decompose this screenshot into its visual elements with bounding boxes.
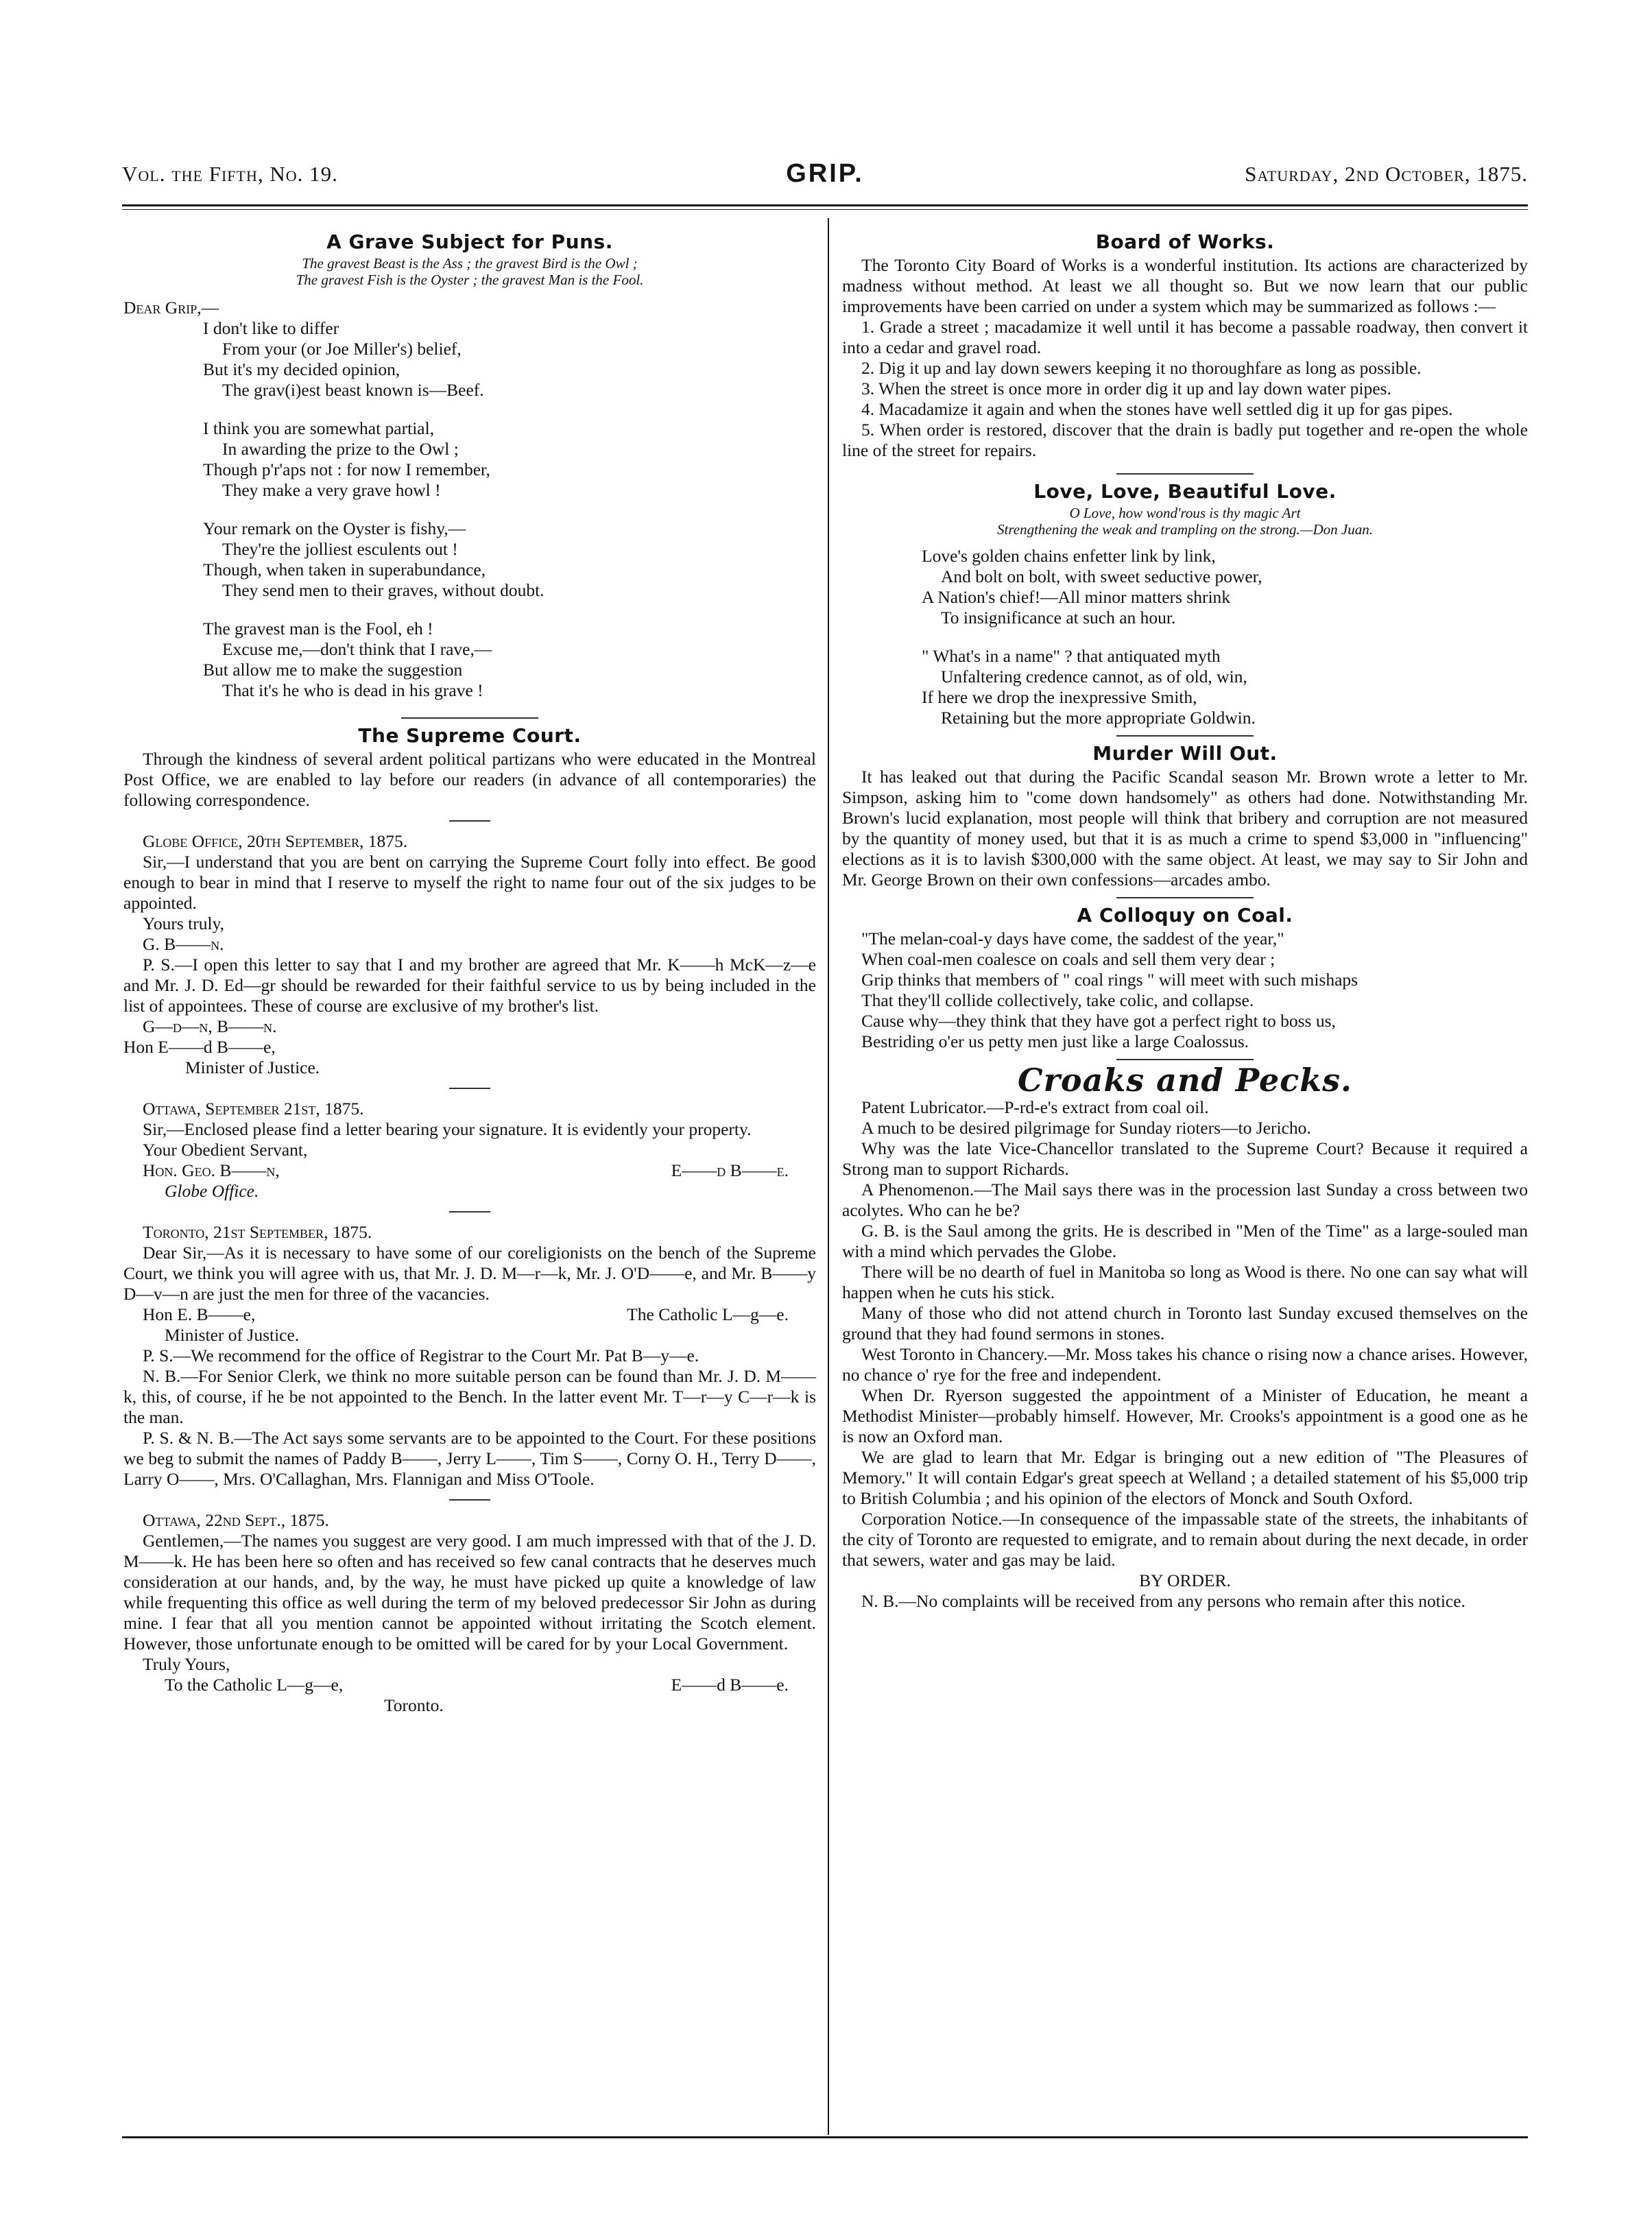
article-title: The Supreme Court. xyxy=(358,724,582,747)
letter-body: Gentlemen,—The names you suggest are very good. I am much impressed with that of the J. D. M——k. He has been here so often and has received so few canal contracts that he deserves much consideration at our hands, and, by the way, he must have picked up quite a knowledge of law while frequenting this office as well during the term of my beloved predecessor Sir John as during mine. I fear that all you mention cannot be appointed without irritating the Scotch element. However, those unfortunate enough to be omitted will be cared for by your Local Government. xyxy=(123,1531,816,1653)
letter-separator xyxy=(449,1088,490,1089)
letter-dateline: Toronto, 21st September, 1875. xyxy=(143,1222,372,1242)
footer-rule xyxy=(122,2136,1528,2138)
letter-addressee: Hon. Geo. B——n, xyxy=(143,1160,280,1180)
section-divider xyxy=(1116,1059,1254,1060)
notice-signature: BY ORDER. xyxy=(1139,1570,1231,1590)
intro-paragraph: Through the kindness of several ardent political partizans who were educated in the Montreal Post Office, we are enabled to lay before our readers (in advance of all contemporaries) the following correspondence. xyxy=(123,749,816,810)
poem-line: I think you are somewhat partial, xyxy=(203,418,435,438)
page-header xyxy=(122,159,1528,195)
poem-line: In awarding the prize to the Owl ; xyxy=(222,439,459,459)
body-paragraph: It has leaked out that during the Pacific Scandal season Mr. Brown wrote a letter to Mr. Simpson, asking him to "come down handsomely" as others had done. Notwithstanding Mr. Brown's lucid explanation, most people will think that bribery and corruption are not measured by the quantity of money used, but that it is as much a crime to spend $3,000 in "influencing" elections as it is to lavish $300,000 with the same object. At least, we may say to Sir John and Mr. George Brown on their own confessions—arcades ambo. xyxy=(842,767,1528,889)
paragraph: G. B. is the Saul among the grits. He is described in "Men of the Time" as a large-souled man with a mind which pervades the Globe. xyxy=(842,1221,1528,1261)
letter-body: Sir,—Enclosed please find a letter bearing your signature. It is evidently your property. xyxy=(143,1119,752,1139)
article-title: A Grave Subject for Puns. xyxy=(326,230,613,253)
salutation: Dear Grip,— xyxy=(123,298,219,318)
article-title: Croaks and Pecks. xyxy=(1018,1062,1352,1099)
letter-dateline: Globe Office, 20th September, 1875. xyxy=(143,831,408,851)
poem-line: From your (or Joe Miller's) belief, xyxy=(222,339,462,359)
letter-signature: E——d B——e. xyxy=(671,1160,789,1180)
epigraph-line: The gravest Fish is the Oyster ; the gravest Man is the Fool. xyxy=(296,272,644,288)
signature-row xyxy=(123,1160,816,1181)
paragraph: Corporation Notice.—In consequence of the impassable state of the streets, the inhabitants of the city of Toronto are requested to emigrate, and to remain about during the next decade, in order that sewers, water and gas may be laid. xyxy=(842,1509,1528,1570)
poem-line: " What's in a name" ? that antiquated myth xyxy=(922,646,1221,666)
article-murder xyxy=(842,743,1528,890)
letter-addressee: Hon E——d B——e, xyxy=(123,1037,276,1057)
poem-stanza xyxy=(842,546,1528,628)
article-love xyxy=(842,481,1528,728)
poem-line: Cause why—they think that they have got a perfect right to boss us, xyxy=(861,1011,1336,1031)
poem-line: I don't like to differ xyxy=(203,318,339,338)
article-title: Board of Works. xyxy=(1095,230,1275,253)
letter-body: Dear Sir,—As it is necessary to have some of our coreligionists on the bench of the Supreme Court, we think you will agree with us, that Mr. J. D. M—r—k, Mr. J. O'D——e, and Mr. B——y D—v—n are just the men for three of the vacancies. xyxy=(123,1243,816,1304)
poem-line: Retaining but the more appropriate Goldwin. xyxy=(941,708,1256,728)
paragraph: West Toronto in Chancery.—Mr. Moss takes his chance o rising now a chance arises. However, no chance o' rye for the free and independent. xyxy=(842,1344,1528,1385)
column-divider xyxy=(828,218,829,2135)
poem-line: When coal-men coalesce on coals and sell them very dear ; xyxy=(861,949,1276,969)
poem-line: Grip thinks that members of " coal rings " will meet with such mishaps xyxy=(861,970,1358,990)
article-supreme-court xyxy=(123,726,816,1716)
intro-paragraph: The Toronto City Board of Works is a wonderful institution. Its actions are characterized by madness without method. At least we all thought so. But we now learn that our public improvements have been carried on under a system which may be summarized as follows :— xyxy=(842,255,1528,316)
list-item: 4. Macadamize it again and when the stones have well settled dig it up for gas pipes. xyxy=(861,399,1453,419)
poem-stanza xyxy=(842,646,1528,728)
article-board-of-works xyxy=(842,232,1528,461)
letter-signature: The Catholic L—g—e. xyxy=(627,1304,789,1324)
postscript: P. S.—We recommend for the office of Registrar to the Court Mr. Pat B—y—e. xyxy=(143,1346,699,1365)
left-column xyxy=(123,232,816,1716)
letter-signature: E——d B——e. xyxy=(671,1675,789,1695)
letter-addressee: To the Catholic L—g—e, xyxy=(165,1675,344,1695)
signature-row xyxy=(123,1675,816,1695)
poem-line: If here we drop the inexpressive Smith, xyxy=(922,687,1197,707)
signature-row xyxy=(123,1304,816,1325)
poem-line: They send men to their graves, without doubt. xyxy=(222,580,544,600)
article-grave-subject xyxy=(123,232,816,701)
poem-line: They're the jolliest esculents out ! xyxy=(222,539,458,559)
letter-addressee: Hon E. B——e, xyxy=(143,1304,256,1324)
list-item: 1. Grade a street ; macadamize it well until it has become a passable roadway, then convert it into a cedar and gravel road. xyxy=(842,317,1528,357)
poem-line: A Nation's chief!—All minor matters shrink xyxy=(922,587,1231,607)
letter-addressee: Minister of Justice. xyxy=(185,1058,320,1077)
poem-line: To insignificance at such an hour. xyxy=(941,608,1176,628)
poem-line: Though p'r'aps not : for now I remember, xyxy=(203,459,490,479)
poem-stanza xyxy=(123,619,816,701)
poem-line: The gravest man is the Fool, eh ! xyxy=(203,619,433,638)
letter-separator xyxy=(449,820,490,822)
poem-stanza xyxy=(123,418,816,501)
letter-closing: Truly Yours, xyxy=(143,1654,230,1674)
right-column xyxy=(842,232,1528,1612)
header-rule-bottom xyxy=(122,209,1528,210)
poem-line: They make a very grave howl ! xyxy=(222,480,441,500)
paragraph: N. B.—No complaints will be received from any persons who remain after this notice. xyxy=(861,1591,1465,1611)
list-item: 2. Dig it up and lay down sewers keeping it no thoroughfare as long as possible. xyxy=(861,358,1422,378)
article-croaks-and-pecks xyxy=(842,1062,1528,1612)
letter-signature: G. B——n. xyxy=(143,934,224,954)
poem-line: And bolt on bolt, with sweet seductive power, xyxy=(941,566,1262,586)
poem-line: Your remark on the Oyster is fishy,— xyxy=(203,518,466,538)
letter-separator xyxy=(449,1211,490,1212)
poem-line: That it's he who is dead in his grave ! xyxy=(222,680,483,700)
letter-addressee: Toronto. xyxy=(384,1695,444,1715)
section-divider xyxy=(1116,735,1254,737)
article-title: A Colloquy on Coal. xyxy=(1077,904,1293,927)
poem-line: That they'll collide collectively, take colic, and collapse. xyxy=(861,990,1254,1010)
section-divider xyxy=(401,717,538,719)
poem-line: Bestriding o'er us petty men just like a large Coalossus. xyxy=(861,1031,1249,1051)
paragraph: There will be no dearth of fuel in Manitoba so long as Wood is there. No one can say what will happen when he cuts his stick. xyxy=(842,1262,1528,1302)
letter-addressee: Minister of Justice. xyxy=(165,1325,300,1345)
letter-separator xyxy=(449,1499,490,1501)
letter-closing: Your Obedient Servant, xyxy=(143,1140,308,1160)
poem-line: Though, when taken in superabundance, xyxy=(203,560,486,580)
poem-line: Excuse me,—don't think that I rave,— xyxy=(222,639,492,659)
list-item: 3. When the street is once more in order dig it up and lay down water pipes. xyxy=(861,379,1391,398)
paragraph: We are glad to learn that Mr. Edgar is bringing out a new edition of "The Pleasures of Memory." It will contain Edgar's great speech at Welland ; a detailed statement of his $5,000 trip to British Columbia ; and his opinion of the electors of Monck and South Oxford. xyxy=(842,1447,1528,1508)
list-item: 5. When order is restored, discover that the drain is badly put together and re-open the whole line of the street for repairs. xyxy=(842,420,1528,460)
poem-line: But it's my decided opinion, xyxy=(203,359,400,379)
letter-closing: Yours truly, xyxy=(143,913,225,933)
paragraph: When Dr. Ryerson suggested the appointment of a Minister of Education, he meant a Methodist Minister—probably himself. However, Mr. Crooks's appointment is a good one as he is now an Oxford man. xyxy=(842,1385,1528,1446)
article-coal xyxy=(842,905,1528,1052)
poem-stanza xyxy=(123,518,816,601)
paragraph: Many of those who did not attend church in Toronto last Sunday excused themselves on the ground that they had found sermons in stones. xyxy=(842,1303,1528,1343)
poem-line: But allow me to make the suggestion xyxy=(203,660,463,680)
epigraph-line: O Love, how wond'rous is thy magic Art xyxy=(1069,505,1301,521)
section-divider xyxy=(1116,473,1254,475)
issue-date: Saturday, 2nd October, 1875. xyxy=(1245,162,1528,186)
poem-line: Love's golden chains enfetter link by link, xyxy=(922,546,1216,566)
epigraph-line: Strengthening the weak and trampling on the strong.—Don Juan. xyxy=(997,521,1373,538)
poem-line: The grav(i)est beast known is—Beef. xyxy=(222,380,484,400)
poem-line: "The melan-coal-y days have come, the saddest of the year," xyxy=(861,929,1284,948)
letter-dateline: Ottawa, 22nd Sept., 1875. xyxy=(143,1510,329,1530)
postscript: P. S.—I open this letter to say that I and my brother are agreed that Mr. K——h McK—z—e and Mr. J. D. Ed—gr should be rewarded for their faithful service to us by being included in the list of appointees. These of course are exclusive of my brother's list. xyxy=(123,955,816,1016)
paragraph: Patent Lubricator.—P-rd-e's extract from coal oil. xyxy=(861,1097,1209,1117)
paragraph: A Phenomenon.—The Mail says there was in the procession last Sunday a cross between two acolytes. Who can he be? xyxy=(842,1180,1528,1220)
poem-line: Unfaltering credence cannot, as of old, win, xyxy=(941,667,1247,686)
letter-signature: G—d—n, B——n. xyxy=(143,1016,277,1036)
article-title: Murder Will Out. xyxy=(1092,742,1278,765)
volume-info: Vol. the Fifth, No. 19. xyxy=(122,162,338,186)
postscript: P. S. & N. B.—The Act says some servants are to be appointed to the Court. For these positions we beg to submit the names of Paddy B——, Jerry L——, Tim S——, Corny O. H., Terry D——, Larry O——, Mrs. O'Callaghan, Mrs. Flannigan and Miss O'Toole. xyxy=(123,1428,816,1489)
letter-dateline: Ottawa, September 21st, 1875. xyxy=(143,1099,364,1119)
masthead-title: GRIP. xyxy=(786,159,864,188)
paragraph: Why was the late Vice-Chancellor translated to the Supreme Court? Because it required a Strong man to support Richards. xyxy=(842,1138,1528,1179)
epigraph-line: The gravest Beast is the Ass ; the gravest Bird is the Owl ; xyxy=(302,255,638,272)
article-title: Love, Love, Beautiful Love. xyxy=(1033,480,1337,503)
nota-bene: N. B.—For Senior Clerk, we think no more suitable person can be found than Mr. J. D. M——k, this, of course, if he be not appointed to the Bench. In the latter event Mr. T—r—y C—r—k is the man. xyxy=(123,1366,816,1427)
poem-stanza xyxy=(123,318,816,401)
letter-addressee: Globe Office. xyxy=(165,1181,259,1201)
section-divider xyxy=(1116,897,1254,898)
paragraph: A much to be desired pilgrimage for Sunday rioters—to Jericho. xyxy=(861,1118,1311,1138)
letter-body: Sir,—I understand that you are bent on carrying the Supreme Court folly into effect. Be good enough to bear in mind that I reserve to myself the right to name four out of the six judges to be appointed. xyxy=(123,852,816,913)
header-rule-top xyxy=(122,204,1528,206)
